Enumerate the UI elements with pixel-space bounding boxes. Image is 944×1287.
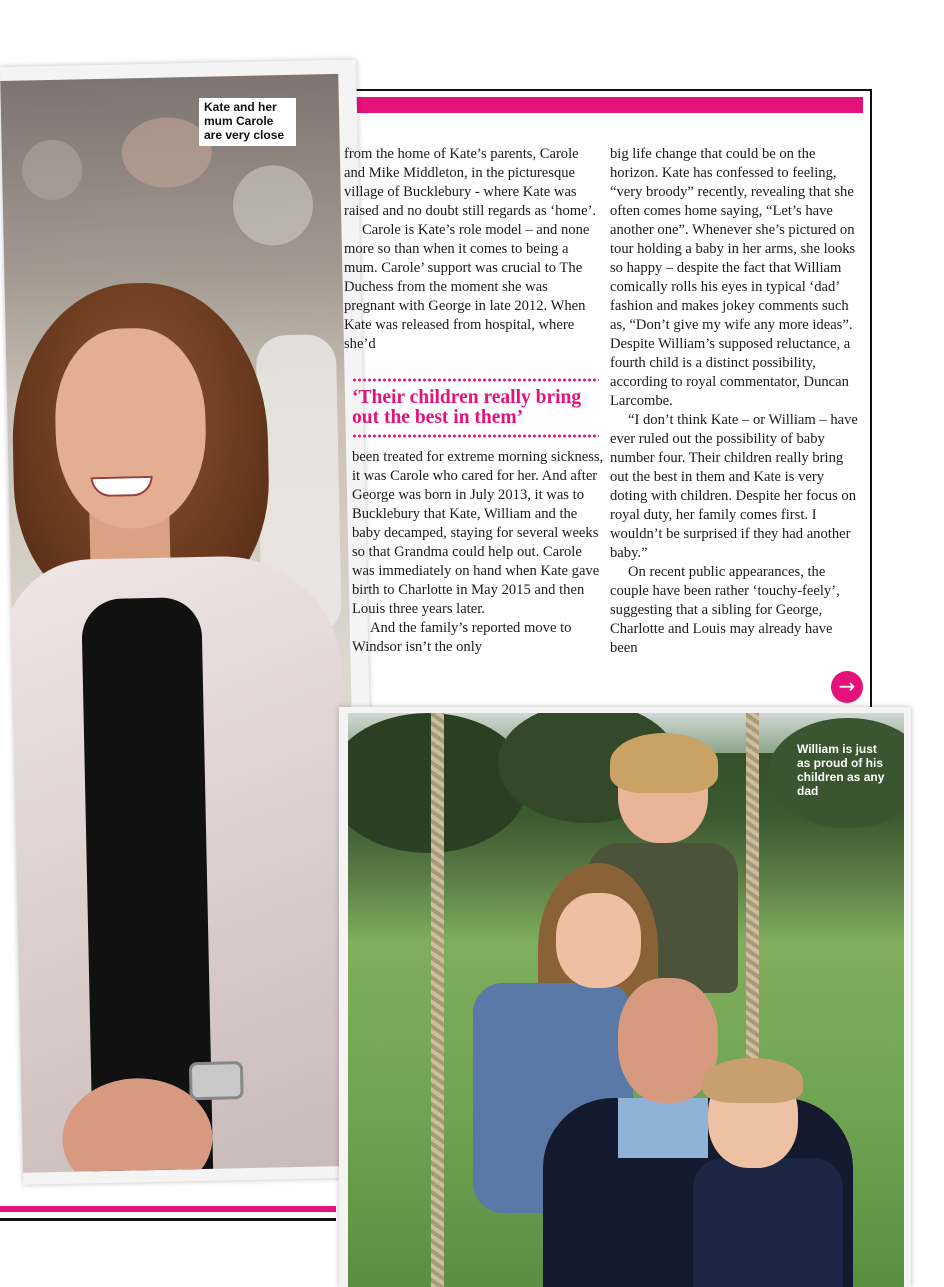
article-paragraph: On recent public appearances, the couple have been rather ‘touchy-feely’, suggesting that a sibling for George, Charlotte and Louis may already have been (610, 564, 840, 656)
pull-quote-block (352, 378, 599, 438)
article-paragraph: And the family’s reported move to Windsor isn’t the only (352, 620, 572, 655)
article-paragraph: Carole is Kate’s role model – and none more so than when it comes to being a mum. Carole’ support was crucial to The Duchess from the moment she was pregnant with George in late 2012. When Kate was released from hospital, where she’d (344, 222, 590, 352)
header-accent-bar (325, 97, 863, 113)
frame-right-rule (870, 89, 872, 709)
carole-photo-image (0, 74, 361, 1173)
article-column-1-bottom (352, 448, 607, 657)
william-photo-image (348, 713, 904, 1287)
article-column-1-top (344, 145, 599, 354)
arrow-right-icon[interactable]: → (831, 671, 863, 703)
article-paragraph: been treated for extreme morning sickness, it was Carole who cared for her. And after George was born in July 2013, it was to Bucklebury that Kate, William and the baby decamped, staying for several weeks so that Grandma could help out. Carole was immediately on hand when Kate gave birth to Charlotte in May 2015 and then Louis three years later. (352, 449, 604, 617)
frame-top-rule (322, 89, 872, 91)
article-column-2 (610, 145, 863, 658)
article-paragraph: big life change that could be on the horizon. Kate has confessed to feeling, “very broody” recently, revealing that she often comes home saying, “Let’s have another one”. Whenever she’s pictured on tour holding a baby in her arms, she looks so happy – despite the fact that William comically rolls his eyes in typical ‘dad’ fashion and makes jokey comments such as, “Don’t give my wife any more ideas”. Despite William’s supposed reluctance, a fourth child is a distinct possibility, according to royal commentator, Duncan Larcombe. (610, 146, 856, 409)
article-paragraph: “I don’t think Kate – or William – have ever ruled out the possibility of baby number four. Their children really bring out the best in them and Kate is very doting with children. Despite her focus on royal duty, her family comes first. I wouldn’t be surprised if they had another baby.” (610, 412, 858, 561)
william-photo-caption: William is just as proud of his children as any dad (797, 742, 885, 798)
dotted-divider (352, 434, 599, 438)
pull-quote: ‘Their children really bring out the best in them’ (352, 387, 582, 428)
footer-accent-stripe (0, 1206, 336, 1212)
carole-photo (0, 60, 379, 1185)
footer-black-stripe (0, 1218, 336, 1221)
article-paragraph: from the home of Kate’s parents, Carole and Mike Middleton, in the picturesque village of Bucklebury - where Kate was raised and no doubt still regards as ‘home’. (344, 146, 597, 219)
carole-photo-caption: Kate and her mum Carole are very close (199, 98, 296, 146)
